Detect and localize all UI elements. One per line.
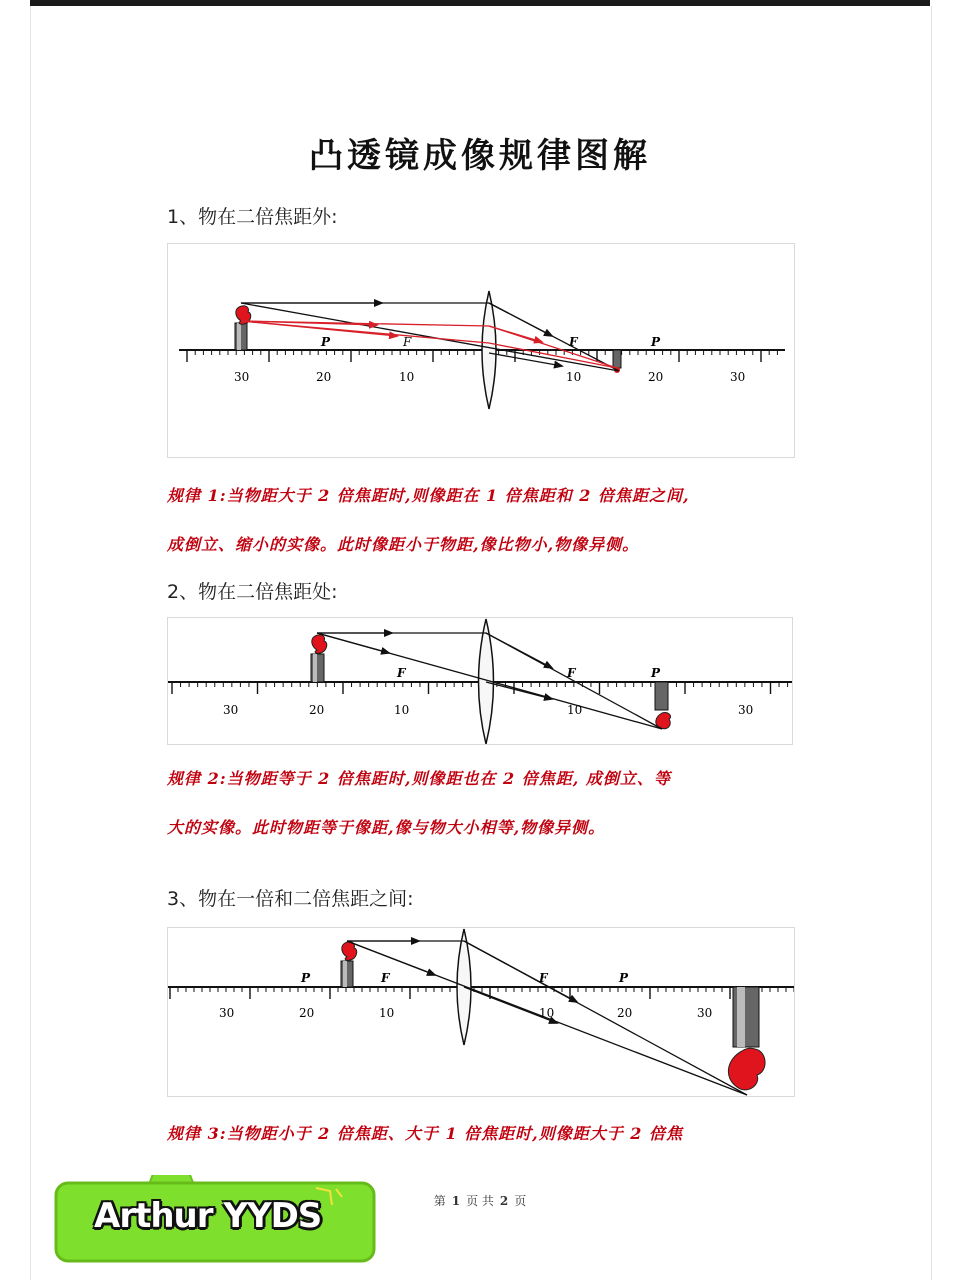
rule-1-line-2: 成倒立、缩小的实像。此时像距小于物距,像比物小,物像异侧。 [167,535,640,554]
tick-label: 10 [567,703,583,717]
lens-diagram-1 [167,243,795,458]
focus-label-left: F [397,666,406,680]
rule-1-line-1: 规律 1:当物距大于 2 倍焦距时,则像距在 1 倍焦距和 2 倍焦距之间, [167,486,690,505]
focus-label-left: F [403,335,412,349]
double-focus-label-right: P [651,666,661,680]
convex-lens [482,291,496,409]
tick-label: 20 [309,703,325,717]
focus-label-right: F [569,335,578,349]
tick-label: 20 [617,1006,633,1020]
image-candle [655,682,668,710]
tick-label: 30 [223,703,239,717]
section-1-heading: 1、物在二倍焦距外: [167,206,338,228]
watermark-badge-text: Arthur YYDS [94,1196,322,1236]
tick-label: 10 [566,370,582,384]
focus-label-right: F [539,971,548,985]
tick-label: 10 [379,1006,395,1020]
tick-label: 10 [394,703,410,717]
image-candle [733,987,759,1047]
double-focus-label-left: P [301,971,311,985]
focus-label-left: F [381,971,390,985]
page-title: 凸透镜成像规律图解 [309,136,651,176]
candle-flame [312,635,327,653]
tick-label: 10 [399,370,415,384]
tick-label: 30 [738,703,754,717]
rule-2-line-2: 大的实像。此时物距等于像距,像与物大小相等,物像异侧。 [167,818,606,837]
tick-label: 30 [234,370,250,384]
double-focus-label-right: P [619,971,629,985]
double-focus-label-left: P [321,335,331,349]
double-focus-label-right: P [651,335,661,349]
image-candle [613,350,621,368]
tick-label: 10 [539,1006,555,1020]
section-2-heading: 2、物在二倍焦距处: [167,581,338,603]
page-number: 第 1 页 共 2 页 [433,1194,527,1208]
image-flame [728,1048,765,1090]
tick-label: 20 [299,1006,315,1020]
tick-label: 30 [730,370,746,384]
tick-label: 20 [648,370,664,384]
lens-diagram-3 [167,927,795,1097]
focus-label-right: F [567,666,576,680]
candle-object [311,654,324,682]
rule-2-line-1: 规律 2:当物距等于 2 倍焦距时,则像距也在 2 倍焦距, 成倒立、等 [167,769,671,788]
tick-label: 30 [697,1006,713,1020]
tick-label: 20 [316,370,332,384]
section-3-heading: 3、物在一倍和二倍焦距之间: [167,888,414,910]
rule-3-line-1: 规律 3:当物距小于 2 倍焦距、大于 1 倍焦距时,则像距大于 2 倍焦 [167,1124,684,1143]
lens-diagram-2 [167,617,793,745]
tick-label: 30 [219,1006,235,1020]
